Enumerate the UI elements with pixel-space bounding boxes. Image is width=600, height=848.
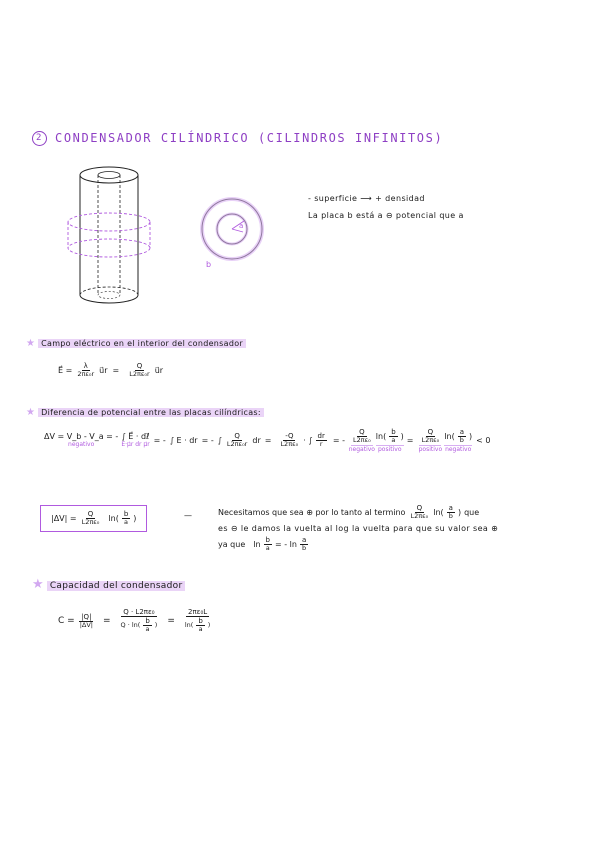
fraction: $\frac{Q}{\text{L2πε₀}}$: [410, 504, 429, 521]
cylinder-top-outer: [80, 167, 138, 183]
heading-diferencia-text: Diferencia de potencial entre las placas cilíndricas:: [38, 408, 264, 417]
unit-vector: u⃗r: [154, 365, 164, 375]
fraction: $\frac{Q}{\text{L2πε₀}}$: [352, 428, 371, 445]
fraction: $\frac{Q}{\text{L2πε₀}}$: [81, 510, 100, 527]
integral-2: ∫ E · dr: [169, 435, 198, 445]
fraction: $\frac{Q}{\text{L2πε₀r}}$: [129, 362, 150, 379]
abs-potential-box: |ΔV| = $\frac{Q}{\text{L2πε₀}}$ ln ( $\frac{b}{a}$ ): [40, 505, 147, 532]
dash: —: [184, 511, 192, 520]
heading-capacidad-text: Capacidad del condensador: [47, 581, 186, 591]
unit-vector: u⃗r: [99, 365, 108, 375]
fraction: $\frac{Q}{\text{L2πε₀r}}$: [226, 432, 248, 449]
label-a: a: [239, 222, 244, 230]
cylinder-figure: [60, 160, 160, 310]
fraction: 2πε₀L ln ( $\frac{b}{a}$ ): [184, 608, 211, 634]
tag-dl: E·μ⃗r dr μ⃗r: [121, 441, 150, 449]
formula-capacidad: C = $\frac{|Q|}{|\Delta V|}$ = Q · L2πε₀ Q · ln ( $\frac{b}{a}$ ) = 2πε₀L ln ( $\frac{b}{a}$ ): [58, 608, 211, 634]
heading-campo: [26, 338, 246, 349]
section-number: 2: [32, 131, 47, 146]
star-icon: ★: [26, 338, 36, 349]
fraction: $\frac{|Q|}{|\Delta V|}$: [79, 612, 93, 629]
tag-positivo: positivo: [418, 445, 443, 453]
note-densidad: + densidad: [375, 194, 425, 203]
integral-1: ∫ E⃗ · dℓ⃗: [121, 432, 150, 442]
note-superficie: - superficie: [308, 194, 358, 203]
tag-negativo: negativo: [348, 445, 375, 453]
note-line-1: [308, 194, 425, 203]
star-icon: ★: [26, 407, 36, 418]
note-line-2: La placa b está a ⊖ potencial que a: [308, 211, 464, 220]
abs-explanation-line-3: ya que ln $\frac{b}{a}$ = - ln $\frac{a}{b}$: [218, 536, 307, 553]
tag-positivo: positivo: [378, 445, 402, 453]
star-icon: ★: [32, 577, 44, 592]
abs-explanation-line-2: es ⊖ le damos la vuelta al log la vuelta para que su valor sea ⊕: [218, 524, 499, 533]
cylinder-top-inner: [98, 172, 120, 179]
formula-campo: E⃗ = $\frac{\lambda}{\text{2πε₀r}}$ u⃗r = $\frac{Q}{\text{L2πε₀r}}$ u⃗r: [58, 362, 164, 379]
fraction: $\frac{b}{a}$: [265, 536, 270, 553]
potential-lhs: ΔV = V_b - V_a = -: [44, 432, 119, 442]
tag-negativo: negativo: [445, 445, 472, 453]
section-title-text: CONDENSADOR CILÍNDRICO (CILINDROS INFINITOS): [55, 131, 444, 145]
fraction: $\frac{\lambda}{\text{2πε₀r}}$: [77, 362, 95, 379]
ring-cross-section: [196, 194, 276, 274]
fraction: $\frac{a}{b}$: [301, 536, 307, 553]
label-b: b: [206, 260, 212, 269]
fraction: $\frac{dr}{r}$: [317, 432, 325, 449]
heading-diferencia: [26, 407, 264, 418]
fraction: $\frac{-Q}{\text{L2πε₀}}$: [280, 432, 299, 449]
heading-capacidad: [32, 577, 185, 592]
tag-negativo: negativo: [68, 441, 95, 449]
fraction: $\frac{Q}{\text{L2πε₀}}$: [421, 428, 440, 445]
formula-diferencia: ΔV = V_b - V_a = - negativo ∫ E⃗ · dℓ⃗ E·μ⃗r dr μ⃗r = - ∫ E · dr = - ∫ $\frac{Q}{\text{L2πε₀r}}$ dr = $\frac{-Q}{\text{L2πε₀}}$ · ∫ $\frac{dr}{r}$ = - $\frac{Q}{\text{L2πε₀}}$ negativo ln ( $\frac{b}{a}$ ) positivo = $\frac{Q}{\text{L2πε₀}}$ positivo ln ( $\frac{a}{b}$ ) negativo < 0: [44, 428, 491, 453]
field-lhs: E⃗ =: [58, 365, 73, 375]
abs-explanation-line-1: Necesitamos que sea ⊕ por lo tanto al termino $\frac{Q}{\text{L2πε₀}}$ ln ( $\frac{a}{b}$ ) que: [218, 504, 480, 521]
fraction: Q · L2πε₀ Q · ln ( $\frac{b}{a}$ ): [120, 608, 158, 634]
arrow-right-icon: ⟶: [360, 194, 373, 203]
section-title: [32, 131, 443, 146]
heading-campo-text: Campo eléctrico en el interior del condensador: [38, 339, 246, 348]
